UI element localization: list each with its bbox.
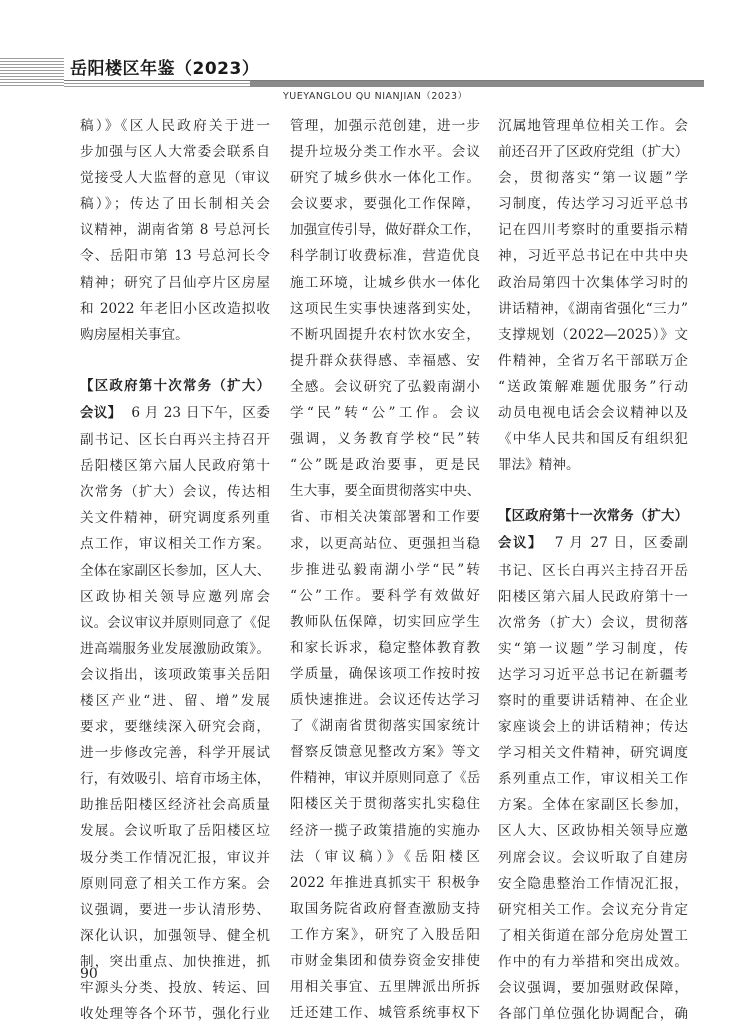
text-line: 管理，加强示范创建，进一步 [290, 118, 480, 134]
book-subtitle: YUEYANGLOU QU NIANJIAN（2023） [283, 91, 468, 102]
text-span: 6 月 23 日下午，区委 [131, 404, 270, 421]
text-line: 罪法》精神。 [498, 457, 580, 474]
text-line: 习制度，传达学习习近平总书 [498, 196, 688, 213]
text-line: 提升垃圾分类工作水平。会议 [290, 144, 480, 161]
paragraph-continued [80, 113, 270, 348]
text-line: 实“第一议题”学习制度，传 [498, 640, 688, 657]
entry-heading: 【区政府第十一次常务（扩大） [498, 509, 688, 525]
text-line: 神，习近平总书记在中共中央 [498, 248, 688, 265]
text-line: 岳阳楼区第六届人民政府第十 [80, 458, 270, 475]
entry-heading-end: 会议】 [80, 405, 122, 421]
text-line: 系列重点工作，审议相关工作 [498, 771, 688, 788]
entry-eleventh-meeting [498, 504, 688, 1027]
text-line: 讲话精神，《湖南省强化“三力” [498, 300, 688, 317]
entry-heading: 【区政府第十次常务（扩大） [80, 378, 270, 394]
text-line: 研究相关工作。会议充分肯定 [498, 901, 688, 918]
text-line: 家座谈会上的讲话精神；传达 [498, 719, 688, 736]
text-line: 省、市相关决策部署和工作要 [290, 509, 480, 526]
text-line: 稿）》《区人民政府关于进一 [80, 118, 270, 134]
text-line: 迁还建工作、城管系统事权下 [290, 1005, 480, 1022]
page-number: 90 [80, 966, 98, 982]
text-line: 收处理等各个环节，强化行业 [80, 1006, 270, 1023]
text-line: 助推岳阳楼区经济社会高质量 [80, 797, 270, 814]
text-line: 政治局第四十次集体学习时的 [498, 274, 688, 291]
text-line: 用相关事宜、五里牌派出所拆 [290, 979, 480, 996]
text-line: 进一步修改完善，科学开展试 [80, 745, 270, 762]
text-line: 制，突出重点、加快推进，抓 [80, 953, 270, 970]
text-line: 原则同意了相关工作方案。会 [80, 875, 270, 892]
text-line: 会议指出，该项政策事关岳阳 [80, 666, 270, 683]
paragraph-gap [80, 348, 270, 374]
text-line: 支撑规划（2022—2025）》文 [498, 326, 688, 343]
entry-tenth-meeting [80, 374, 270, 1027]
text-line: 生大事，要全面贯彻落实中央、 [290, 483, 480, 500]
text-line: 件精神，审议并原则同意了《岳 [290, 770, 480, 787]
text-line: 市财金集团和债券资金安排使 [290, 953, 480, 969]
text-line: 楼区产业“进、留、增”发展 [80, 692, 270, 709]
paragraph-continued [498, 113, 688, 478]
text-column-2 [290, 113, 480, 1026]
text-line: 施工环境，让城乡供水一体化 [290, 274, 480, 291]
text-line: 取国务院省政府督查激励支持 [290, 900, 480, 917]
text-line: 强调，义务教育学校“民”转 [290, 431, 480, 448]
text-line: 了相关街道在部分危房处置工 [498, 927, 688, 944]
text-line: 各部门单位强化协调配合，确 [498, 1006, 688, 1023]
text-line: 牢源头分类、投放、转运、回 [80, 980, 270, 996]
text-line: 和 2022 年老旧小区改造拟收 [80, 300, 270, 317]
text-line: 购房屋相关事宜。 [80, 326, 189, 343]
text-line: 深化认识，加强领导、健全机 [80, 927, 270, 944]
entry-heading-end: 会议】 [498, 536, 543, 552]
text-line: 次常务（扩大）会议，传达相 [80, 484, 270, 501]
text-line: 学习相关文件精神，研究调度 [498, 745, 688, 762]
text-line: 安全隐患整治工作情况汇报， [498, 875, 688, 892]
text-line: 教师队伍保障，切实回应学生 [290, 613, 480, 630]
text-line: 书记、区长白再兴主持召开岳 [498, 562, 688, 579]
text-column-1 [80, 113, 270, 1027]
text-line: 记在四川考察时的重要指示精 [498, 222, 688, 239]
text-line: 前还召开了区政府党组（扩大） [498, 144, 688, 161]
book-title: 岳阳楼区年鉴（2023） [70, 59, 260, 79]
text-line: 圾分类工作情况汇报，审议并 [80, 849, 270, 866]
text-line: 科学制订收费标准，营造优良 [290, 248, 480, 265]
text-line: 和家长诉求，稳定整体教育教 [290, 639, 480, 656]
text-line: 督察反馈意见整改方案》等文 [290, 744, 480, 761]
text-line: 动员电视电话会会议精神以及 [498, 405, 688, 422]
text-line: 步加强与区人大常委会联系自 [80, 144, 270, 161]
text-line: 精神；研究了吕仙亭片区房屋 [80, 274, 270, 291]
text-line: “公”既是政治要事，更是民 [290, 457, 480, 474]
header-bar [250, 81, 704, 87]
text-column-3 [498, 113, 688, 1027]
text-line: 了《湖南省贯彻落实国家统计 [290, 718, 480, 735]
text-line: 发展。会议听取了岳阳楼区垃 [80, 823, 270, 840]
text-line: “公”工作。要科学有效做好 [290, 587, 480, 604]
text-line: 行，有效吸引、培育市场主体， [80, 771, 270, 788]
text-line: 研究了城乡供水一体化工作。 [290, 170, 480, 187]
text-line: 不断巩固提升农村饮水安全， [290, 326, 480, 343]
text-line: 进高端服务业发展激励政策》。 [80, 640, 270, 657]
text-line: 察时的重要讲话精神、在企业 [498, 692, 688, 709]
text-line: 议强调，要进一步认清形势、 [80, 901, 270, 918]
text-line: 稿）》；传达了田长制相关会 [80, 196, 270, 213]
text-line [80, 400, 270, 427]
text-line: 质快速推进。会议还传达学习 [290, 692, 480, 709]
text-span: 7 月 27 日，区委副 [554, 535, 688, 552]
text-line: 件精神，全省万名干部联万企 [498, 352, 688, 369]
text-line: “送政策解难题优服务”行动 [498, 378, 688, 395]
header-stripe-decoration-thin [64, 80, 250, 88]
text-line: 全感。会议研究了弘毅南湖小 [290, 378, 480, 395]
text-line: 副书记、区长白再兴主持召开 [80, 432, 270, 449]
text-line: 觉接受人大监督的意见（审议 [80, 170, 270, 187]
text-line: 会议要求，要强化工作保障， [290, 196, 480, 213]
text-line: 这项民生实事快速落到实处， [290, 300, 480, 317]
text-line: 2022 年推进真抓实干 积极争 [290, 874, 480, 891]
text-line: 点工作，审议相关工作方案。 [80, 536, 270, 553]
text-line: 令、岳阳市第 13 号总河长令 [80, 248, 270, 265]
text-line: 工作方案》，研究了入股岳阳 [290, 926, 480, 943]
text-line: 区人大、区政协相关领导应邀 [498, 823, 688, 840]
text-line: 法（审议稿）》《岳阳楼区 [290, 848, 480, 865]
text-line: 阳楼区第六届人民政府第十一 [498, 588, 688, 605]
text-line: 会议强调，要加强财政保障， [498, 980, 688, 996]
text-line: 列席会议。会议听取了自建房 [498, 849, 688, 866]
running-header [0, 50, 750, 110]
text-line: 达学习习近平总书记在新疆考 [498, 666, 688, 683]
text-line: 《中华人民共和国反有组织犯 [498, 431, 688, 448]
text-line: 提升群众获得感、幸福感、安 [290, 352, 480, 369]
text-line: 经济一揽子政策措施的实施办 [290, 822, 480, 839]
text-line: 方案。全体在家副区长参加， [498, 797, 688, 814]
text-line: 作中的有力举措和突出成效。 [498, 953, 688, 970]
text-line: 步推进弘毅南湖小学“民”转 [290, 561, 480, 578]
text-line: 会，贯彻落实“第一议题”学 [498, 170, 688, 187]
text-line: 阳楼区关于贯彻落实扎实稳住 [290, 796, 480, 813]
header-stripe-decoration [0, 58, 64, 86]
text-line: 加强宣传引导，做好群众工作， [290, 222, 480, 239]
text-line: 要求，要继续深入研究会商， [80, 719, 270, 736]
text-line: 学“民”转“公”工作。会议 [290, 405, 480, 422]
text-line: 全体在家副区长参加，区人大、 [80, 562, 270, 579]
paragraph-gap [498, 478, 688, 504]
text-line: 议精神，湖南省第 8 号总河长 [80, 222, 270, 239]
text-line: 求，以更高站位、更强担当稳 [290, 535, 480, 552]
text-line [498, 530, 688, 557]
text-line: 议。会议审议并原则同意了《促 [80, 614, 270, 631]
text-line: 次常务（扩大）会议，贯彻落 [498, 614, 688, 631]
text-line: 沉属地管理单位相关工作。会 [498, 118, 688, 134]
text-line: 区政协相关领导应邀列席会 [80, 588, 270, 605]
text-line: 关文件精神，研究调度系列重 [80, 510, 270, 527]
text-line: 学质量，确保该项工作按时按 [290, 665, 480, 682]
